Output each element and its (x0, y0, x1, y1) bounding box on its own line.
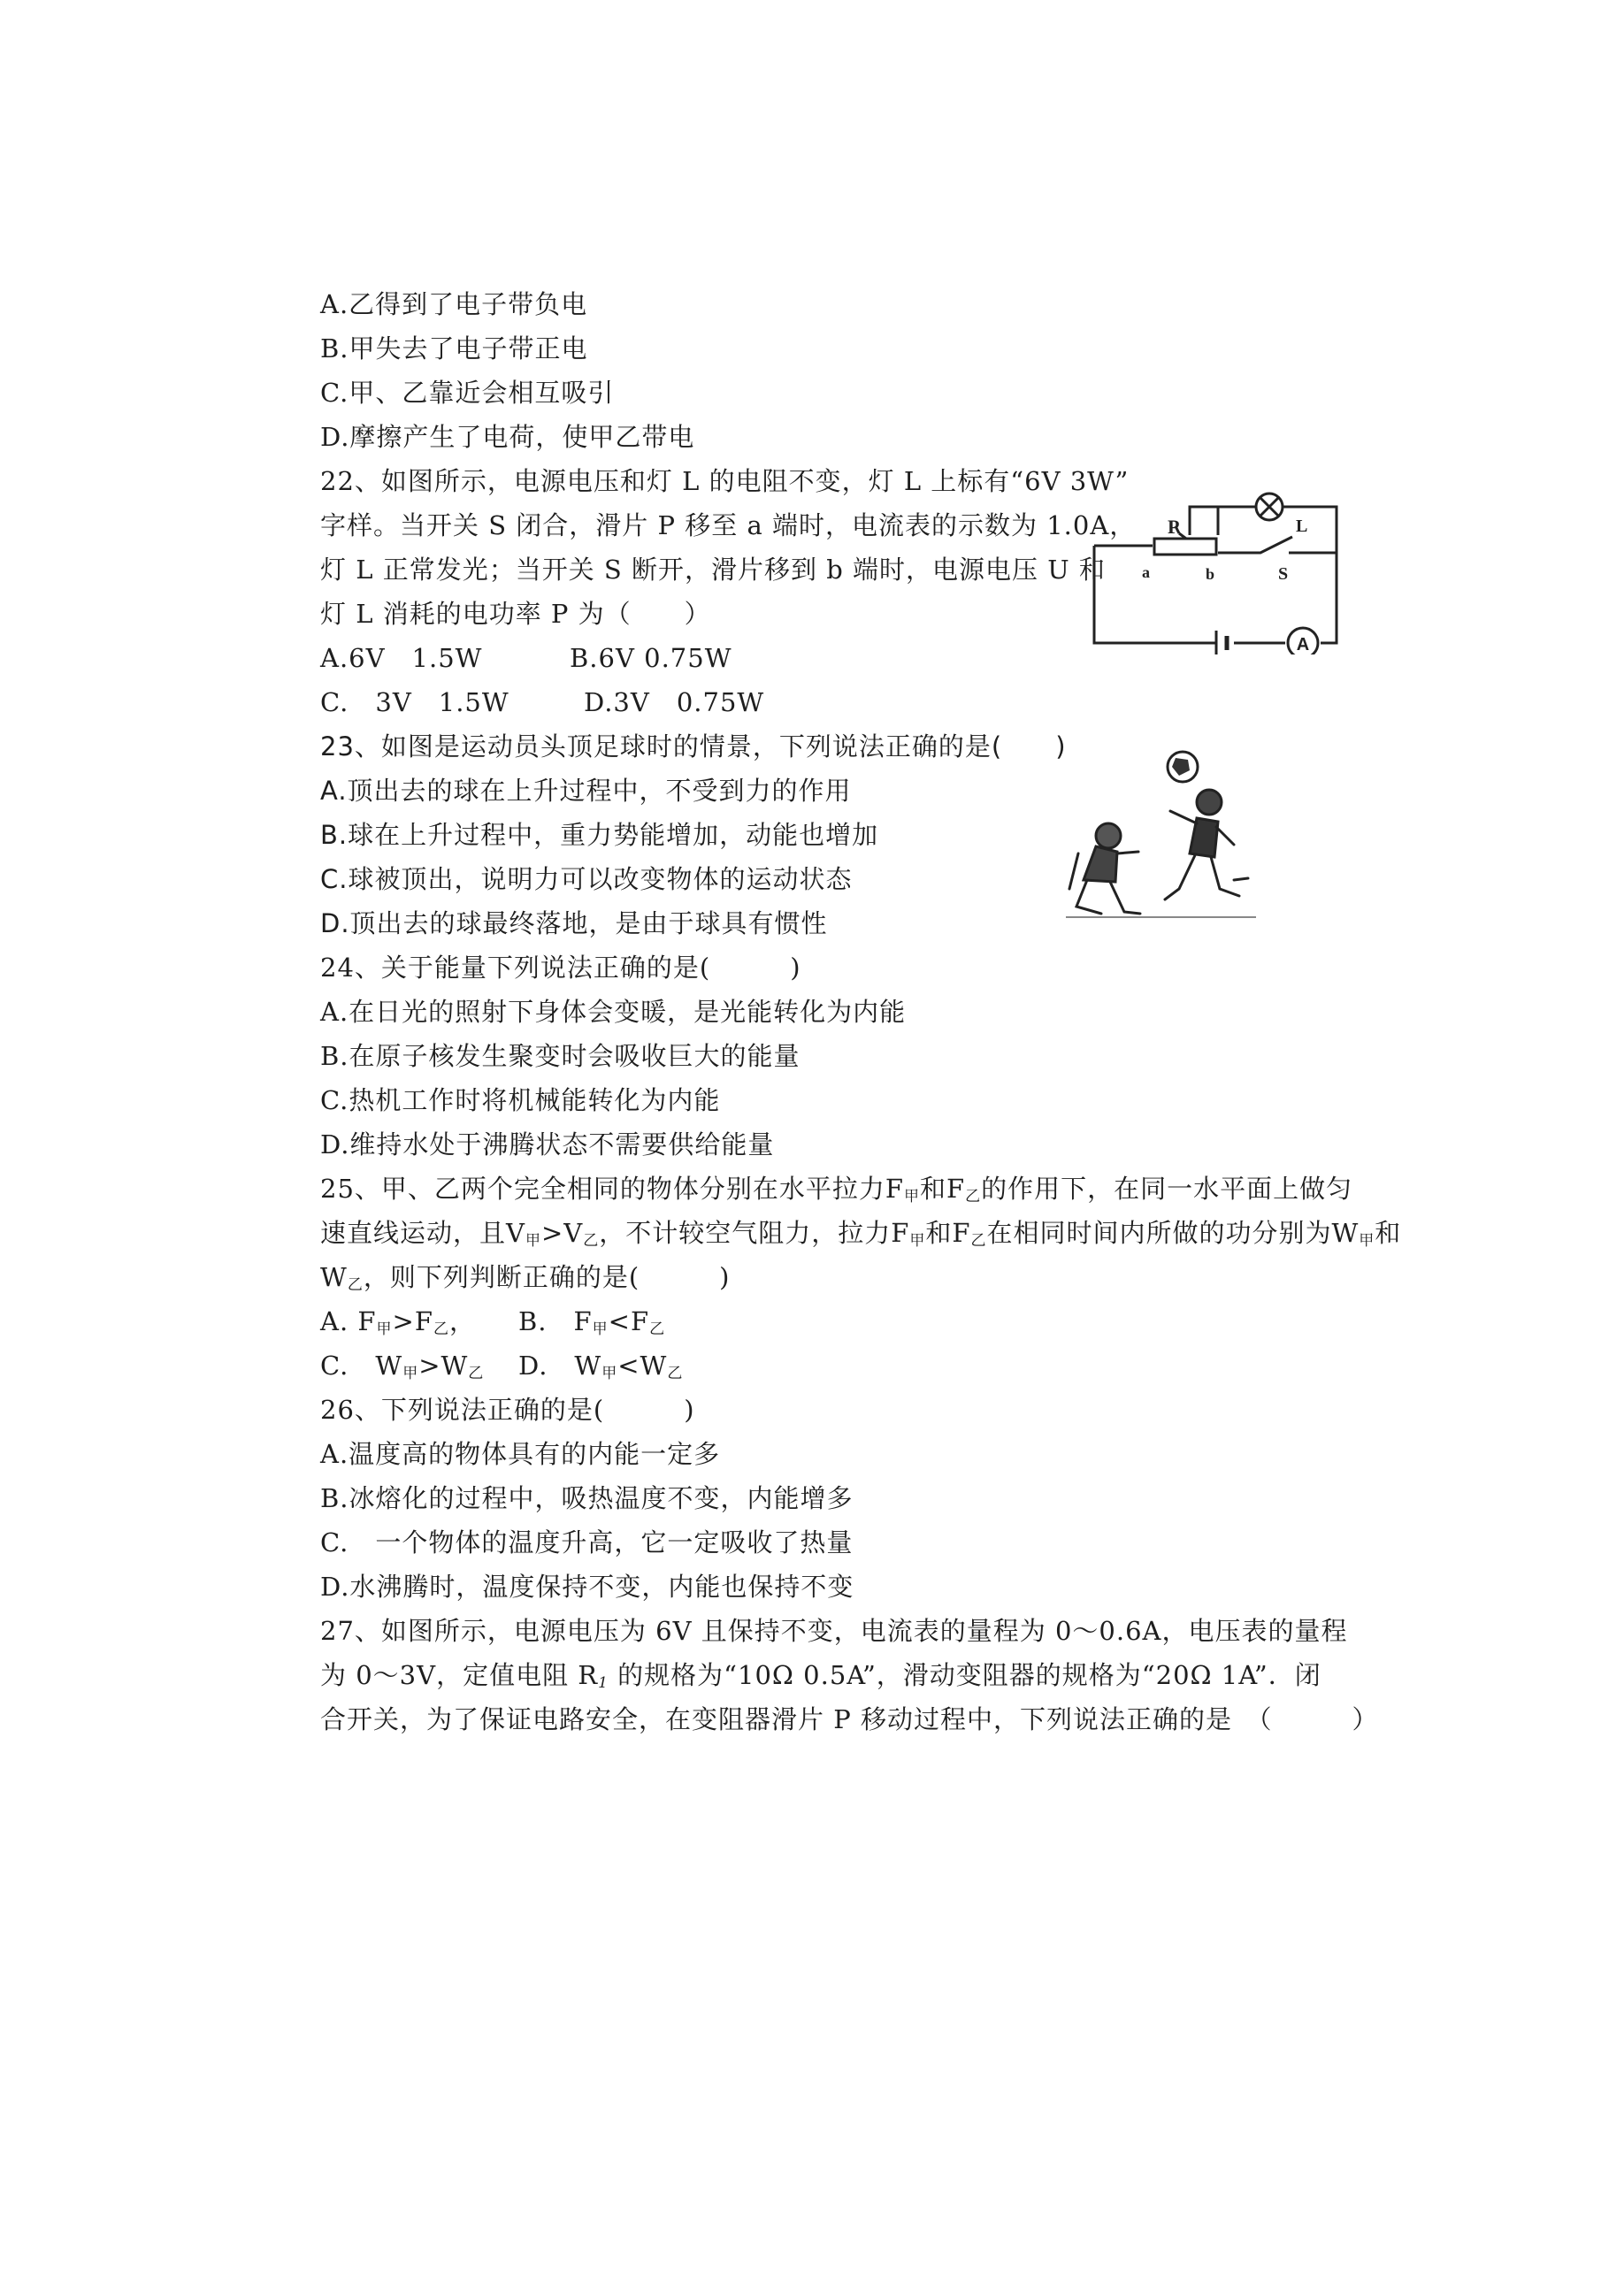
text-run: <F (608, 1306, 650, 1336)
q27-stem-line-1: 27、如图所示，电源电压为 6V 且保持不变，电流表的量程为 0～0.6A，电压表的量程 (320, 1616, 1348, 1646)
q26-option-c: C. 一个物体的温度升高，它一定吸收了热量 (320, 1527, 854, 1557)
q25-option-b (518, 1304, 665, 1347)
q26-option-b: B.冰熔化的过程中，吸热温度不变，内能增多 (320, 1483, 854, 1513)
text-run: 的作用下，在同一水平面上做匀 (981, 1174, 1353, 1204)
text-run: 为 0～3V，定值电阻 R (320, 1660, 599, 1690)
subscript: 甲 (1359, 1232, 1375, 1250)
q25-option-c (320, 1348, 484, 1391)
subscript: 乙 (433, 1320, 449, 1338)
subscript: 乙 (583, 1232, 600, 1250)
lamp-l-label: L (1296, 517, 1308, 536)
q23-stem: 23、如图是运动员头顶足球时的情景，下列说法正确的是( ) (320, 731, 1067, 762)
q24-option-a: A.在日光的照射下身体会变暖，是光能转化为内能 (320, 997, 907, 1027)
text-run: ，不计较空气阻力，拉力F (599, 1218, 910, 1248)
text-run: D. W (518, 1351, 602, 1381)
q25-stem-line-3 (320, 1259, 730, 1303)
lamp-icon (1256, 494, 1283, 520)
q26-option-a: A.温度高的物体具有的内能一定多 (320, 1439, 721, 1469)
q27-stem-line-3: 合开关，为了保证电路安全，在变阻器滑片 P 移动过程中，下列说法正确的是 （ ） (320, 1704, 1379, 1734)
soccer-heading-illustration (1066, 747, 1256, 920)
text-run: >F (392, 1306, 433, 1336)
ammeter-label: A (1296, 635, 1310, 654)
subscript: 乙 (667, 1365, 684, 1382)
q22-option-a: A.6V 1.5W (320, 643, 483, 673)
q23-option-a: A.顶出去的球在上升过程中，不受到力的作用 (320, 776, 852, 806)
subscript: 甲 (525, 1232, 541, 1250)
q22-option-b: B.6V 0.75W (570, 643, 732, 673)
q22-option-c: C. 3V 1.5W (320, 687, 509, 717)
terminal-a-label: a (1142, 563, 1150, 581)
circuit-diagram (1084, 491, 1340, 654)
q21-option-a: A.乙得到了电子带负电 (320, 289, 588, 319)
q25-option-a (320, 1304, 476, 1347)
q26-option-d: D.水沸腾时，温度保持不变，内能也保持不变 (320, 1572, 854, 1602)
q22-stem-line-1: 22、如图所示，电源电压和灯 L 的电阻不变，灯 L 上标有“6V 3W” (320, 466, 1130, 496)
subscript: 乙 (468, 1365, 485, 1382)
header-player-figure (1165, 790, 1248, 899)
q22-stem-line-4: 灯 L 消耗的电功率 P 为（ ） (320, 599, 711, 629)
q24-stem: 24、关于能量下列说法正确的是( ) (320, 953, 801, 983)
text-run: ，则下列判断正确的是( ) (363, 1262, 731, 1292)
subscript: 甲 (909, 1232, 926, 1250)
subscript: 乙 (965, 1188, 982, 1205)
text-run: W (320, 1262, 348, 1292)
subscript: 甲 (601, 1365, 618, 1382)
q24-option-b: B.在原子核发生聚变时会吸收巨大的能量 (320, 1041, 801, 1071)
text-run: 和F (925, 1218, 971, 1248)
q25-option-d (518, 1348, 683, 1391)
switch-s-label: S (1278, 564, 1289, 584)
terminal-b-label: b (1206, 565, 1215, 583)
subscript: 1 (598, 1674, 609, 1692)
text-run: 25、甲、乙两个完全相同的物体分别在水平拉力F (320, 1174, 905, 1204)
q21-option-c: C.甲、乙靠近会相互吸引 (320, 378, 615, 408)
text-run: ， (448, 1306, 476, 1336)
subscript: 乙 (649, 1320, 666, 1338)
subscript: 甲 (904, 1188, 921, 1205)
q23-option-b: B.球在上升过程中，重力势能增加，动能也增加 (320, 820, 879, 850)
q22-option-d: D.3V 0.75W (584, 687, 765, 717)
q25-stem-line-2 (320, 1215, 1401, 1259)
q23-option-c: C.球被顶出，说明力可以改变物体的运动状态 (320, 864, 853, 894)
ammeter-icon (1288, 628, 1318, 654)
soccer-ball-icon (1168, 752, 1198, 782)
subscript: 乙 (970, 1232, 987, 1250)
subscript: 甲 (592, 1320, 609, 1338)
text-run: 在相同时间内所做的功分别为W (986, 1218, 1360, 1248)
q22-stem-line-2: 字样。当开关 S 闭合，滑片 P 移至 a 端时，电流表的示数为 1.0A， (320, 510, 1137, 540)
q26-stem: 26、下列说法正确的是( ) (320, 1395, 695, 1425)
text-run: >W (418, 1351, 469, 1381)
q21-option-b: B.甲失去了电子带正电 (320, 333, 588, 364)
text-run: <W (617, 1351, 668, 1381)
subscript: 甲 (376, 1320, 393, 1338)
text-run: 和 (1375, 1218, 1402, 1248)
other-player-figure (1069, 823, 1140, 914)
subscript: 甲 (402, 1365, 419, 1382)
q25-stem-line-1 (320, 1171, 1352, 1214)
q21-option-d: D.摩擦产生了电荷，使甲乙带电 (320, 422, 695, 452)
subscript: 乙 (347, 1276, 364, 1294)
slider-p-label: P (1168, 516, 1180, 538)
text-run: B. F (518, 1306, 593, 1336)
text-run: C. W (320, 1351, 403, 1381)
q24-option-d: D.维持水处于沸腾状态不需要供给能量 (320, 1129, 775, 1159)
text-run: A. F (320, 1306, 377, 1336)
battery-icon (1216, 631, 1227, 654)
q23-option-d: D.顶出去的球最终落地，是由于球具有惯性 (320, 908, 828, 938)
text-run: 和F (920, 1174, 966, 1204)
text-run: >V (540, 1218, 584, 1248)
text-run: 的规格为“10Ω 0.5A”，滑动变阻器的规格为“20Ω 1A”．闭 (608, 1660, 1321, 1690)
q27-stem-line-2 (320, 1657, 1321, 1701)
q24-option-c: C.热机工作时将机械能转化为内能 (320, 1085, 721, 1115)
q22-stem-line-3: 灯 L 正常发光；当开关 S 断开，滑片移到 b 端时，电源电压 U 和 (320, 555, 1106, 585)
text-run: 速直线运动，且V (320, 1218, 525, 1248)
